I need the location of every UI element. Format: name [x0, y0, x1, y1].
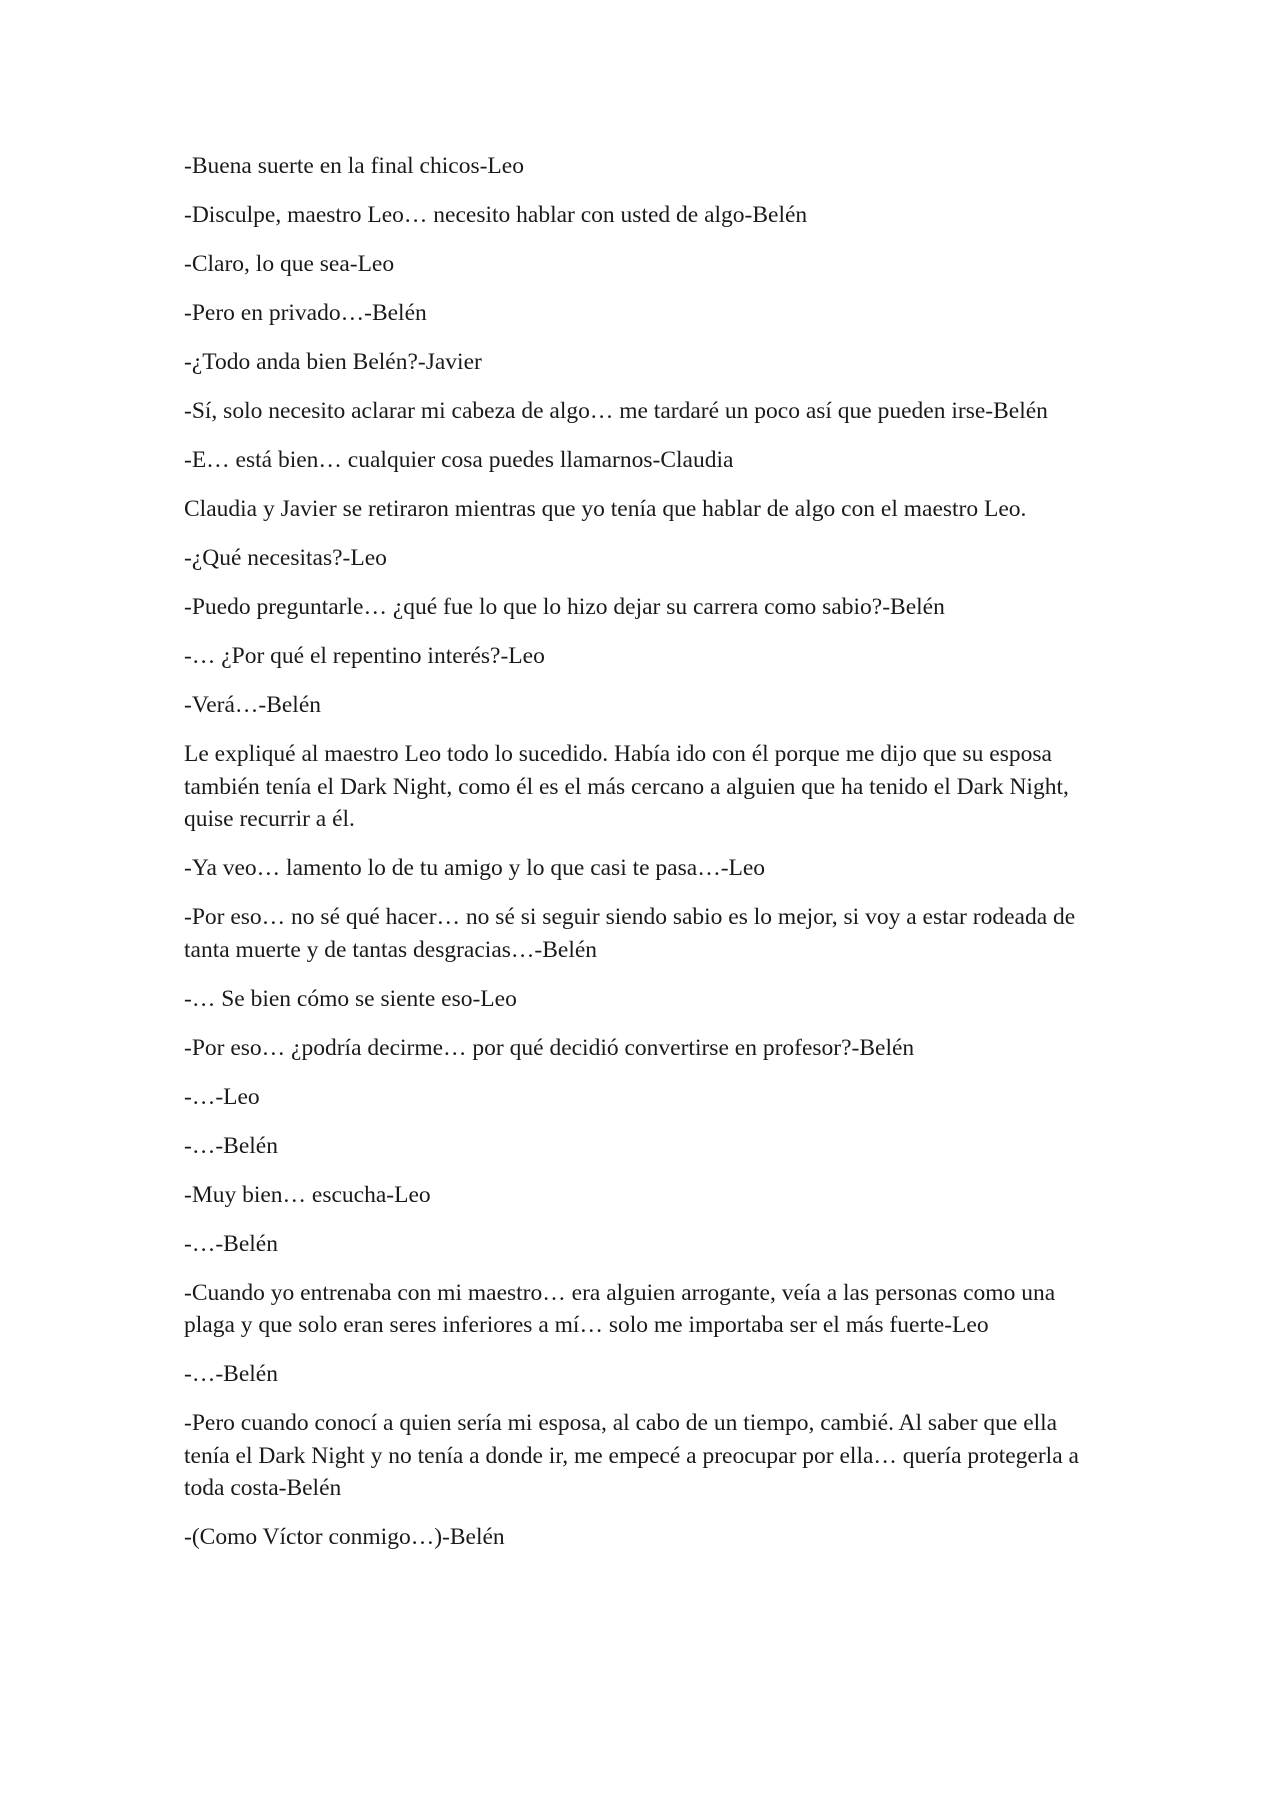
document-body — [184, 150, 1104, 1570]
paragraph: -… Se bien cómo se siente eso-Leo — [184, 985, 517, 1012]
paragraph: -¿Qué necesitas?-Leo — [184, 545, 387, 571]
paragraph: -Pero cuando conocí a quien sería mi esposa, al cabo de un tiempo, cambié. Al saber que ella tenía el Dark Night y no tenía a donde ir, me empecé a preocupar por ella… quería protegerla a toda costa-Belén — [184, 1410, 1079, 1501]
paragraph: -…-Leo — [184, 1083, 260, 1110]
paragraph: -Verá…-Belén — [184, 692, 322, 718]
paragraph: -(Como Víctor conmigo…)-Belén — [184, 1524, 505, 1550]
paragraph: -Puedo preguntarle… ¿qué fue lo que lo hizo dejar su carrera como sabio?-Belén — [184, 594, 945, 620]
paragraph: -Pero en privado…-Belén — [184, 300, 427, 326]
paragraph: -Muy bien… escucha-Leo — [184, 1181, 431, 1208]
paragraph: Claudia y Javier se retiraron mientras que yo tenía que hablar de algo con el maestro Leo. — [184, 496, 1027, 522]
paragraph: -…-Belén — [184, 1361, 278, 1387]
paragraph: -Por eso… ¿podría decirme… por qué decidió convertirse en profesor?-Belén — [184, 1034, 915, 1061]
paragraph: -¿Todo anda bien Belén?-Javier — [184, 349, 482, 375]
paragraph: -Por eso… no sé qué hacer… no sé si seguir siendo sabio es lo mejor, si voy a estar rodeada de tanta muerte y de tantas desgracias…-Belén — [184, 904, 1076, 963]
paragraph: -E… está bien… cualquier cosa puedes llamarnos-Claudia — [184, 447, 734, 473]
paragraph: -Claro, lo que sea-Leo — [184, 251, 395, 277]
paragraph: -Disculpe, maestro Leo… necesito hablar con usted de algo-Belén — [184, 202, 808, 228]
paragraph: -Sí, solo necesito aclarar mi cabeza de algo… me tardaré un poco así que pueden irse-Belén — [184, 398, 1048, 424]
paragraph: -Buena suerte en la final chicos-Leo — [184, 153, 524, 179]
paragraph: -Ya veo… lamento lo de tu amigo y lo que casi te pasa…-Leo — [184, 855, 766, 881]
paragraph: -…-Belén — [184, 1132, 278, 1159]
paragraph: -…-Belén — [184, 1230, 278, 1257]
paragraph: -… ¿Por qué el repentino interés?-Leo — [184, 643, 545, 669]
paragraph: Le expliqué al maestro Leo todo lo sucedido. Había ido con él porque me dijo que su esposa también tenía el Dark Night, como él es el más cercano a alguien que ha tenido el Dark Night, quise recurrir a él. — [184, 741, 1069, 832]
paragraph: -Cuando yo entrenaba con mi maestro… era alguien arrogante, veía a las personas como una plaga y que solo eran seres inferiores a mí… solo me importaba ser el más fuerte-Leo — [184, 1279, 1056, 1338]
